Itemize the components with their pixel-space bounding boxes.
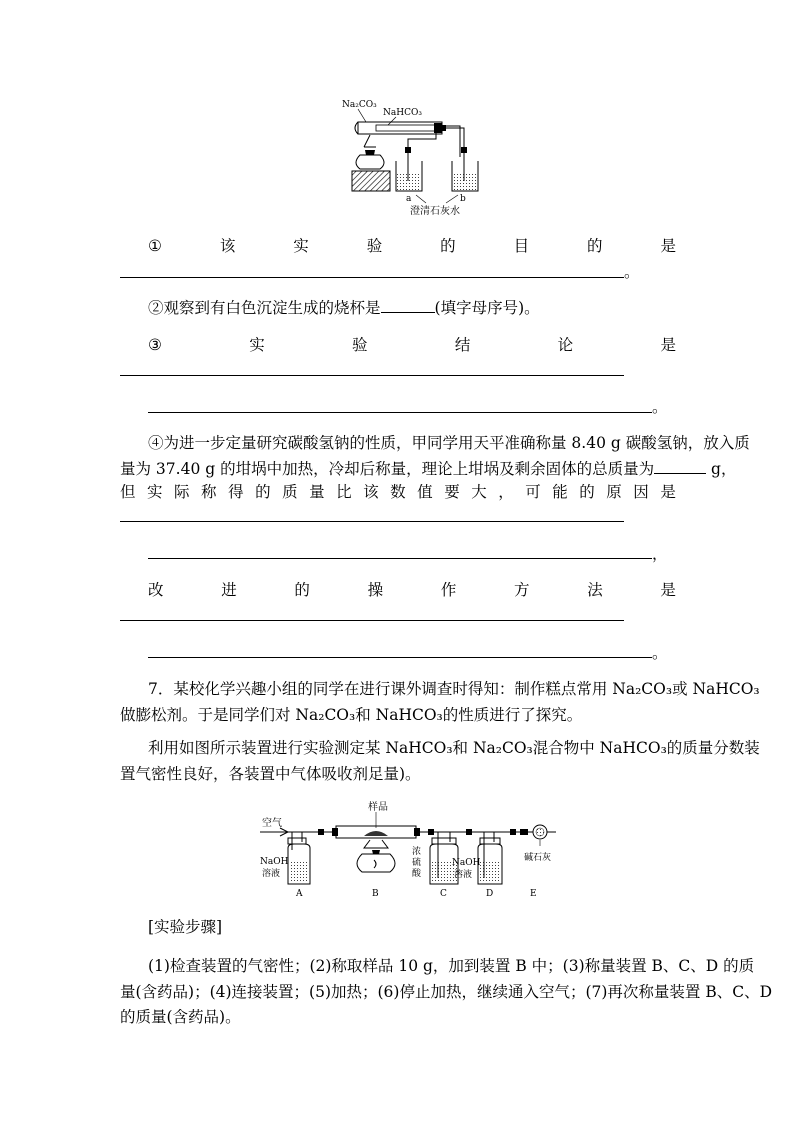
q4-char: 际 <box>174 483 190 501</box>
q3-answer-blank-2[interactable] <box>148 412 652 413</box>
q4-line-3 <box>120 482 676 502</box>
q3-answer-blank-1[interactable] <box>120 375 624 376</box>
q4-char: 可 <box>525 483 541 501</box>
q4-char: 操 <box>367 581 384 599</box>
q2-answer-blank[interactable] <box>381 298 435 313</box>
q4-char: 要 <box>444 483 460 501</box>
q1-char: ① <box>148 237 162 255</box>
q4-char: 法 <box>587 581 603 599</box>
q1-char: 验 <box>366 237 383 255</box>
q4-char: 因 <box>633 483 649 501</box>
label-acid-2: 硫 <box>412 858 422 868</box>
q2-line <box>148 298 540 318</box>
label-air: 空气 <box>262 818 282 829</box>
label-acid-1: 浓 <box>412 847 422 857</box>
q1-answer-blank[interactable] <box>120 277 624 278</box>
q4-char: 大 <box>471 483 487 501</box>
q4-line-2-prefix: 量为 37.40 g 的坩埚中加热，冷却后称量，理论上坩埚及剩余固体的总质量为 <box>120 460 655 478</box>
steps-heading: [实验步骤] <box>148 918 223 936</box>
steps-line-2: 量(含药品)；(4)连接装置；(5)加热；(6)停止加热，继续通入空气；(7)再次称量装置 B、C、D <box>120 983 773 1001</box>
q7-line-3: 利用如图所示装置进行实验测定某 NaHCO₃和 Na₂CO₃混合物中 NaHCO₃的质量分数装 <box>148 739 760 757</box>
q4-char: 改 <box>148 581 164 599</box>
q4-char: 原 <box>606 483 622 501</box>
label-C: C <box>440 889 447 899</box>
label-b: b <box>460 194 466 204</box>
steps-line-3: 的质量(含药品)。 <box>120 1008 241 1026</box>
q7-line-1: 7．某校化学兴趣小组的同学在进行课外调查时得知：制作糕点常用 Na₂CO₃或 NaHCO₃ <box>148 680 760 698</box>
q4-char: 量 <box>309 483 325 501</box>
q4-char: ， <box>498 483 514 501</box>
q4-char: 的 <box>294 581 310 599</box>
q4-method-blank-1[interactable] <box>120 620 624 621</box>
label-naoh-a-solution: 溶液 <box>262 869 281 879</box>
label-nahco3: NaHCO₃ <box>383 108 422 118</box>
label-B: B <box>372 889 379 899</box>
figure-1-apparatus <box>330 95 510 220</box>
q1-char: 目 <box>513 237 530 255</box>
q4-char: 方 <box>514 581 530 599</box>
q3-char: 结 <box>454 336 471 354</box>
q4-char: 进 <box>221 581 237 599</box>
q4-char: 质 <box>282 483 298 501</box>
label-limewater: 澄清石灰水 <box>410 206 460 217</box>
q4-char: 作 <box>440 581 457 599</box>
steps-line-1: (1)检查装置的气密性；(2)称取样品 10 g，加到装置 B 中；(3)称量装置 B、C、D 的质 <box>148 957 755 975</box>
q4-char: 数 <box>390 483 406 501</box>
q1-char: 是 <box>660 237 676 255</box>
q1-char: 实 <box>293 237 309 255</box>
q4-char: 的 <box>579 483 595 501</box>
label-na2co3: Na₂CO₃ <box>342 100 377 110</box>
q1-char: 的 <box>440 237 456 255</box>
q4-line-5 <box>148 580 676 600</box>
figure-2-apparatus <box>254 798 564 902</box>
q4-char: 比 <box>336 483 352 501</box>
q4-char: 该 <box>363 483 379 501</box>
q4-char: 但 <box>120 483 136 501</box>
q4-end: 。 <box>652 644 668 662</box>
q3-end: 。 <box>652 398 668 416</box>
q3-char: 是 <box>660 336 676 354</box>
label-A: A <box>296 889 303 899</box>
q1-end: 。 <box>624 263 640 281</box>
q1-char: 该 <box>219 237 236 255</box>
q3-char: ③ <box>148 336 162 354</box>
q3-char: 验 <box>352 336 368 354</box>
q2-suffix: (填字母序号)。 <box>434 299 540 317</box>
q4-comma: ， <box>652 545 668 563</box>
q1-line <box>148 236 676 256</box>
label-naoh-d: NaOH <box>452 858 481 868</box>
q4-char: 能 <box>552 483 568 501</box>
label-naoh-a: NaOH <box>260 857 289 867</box>
label-D: D <box>486 889 494 899</box>
q4-line-2-suffix: g， <box>706 460 737 478</box>
q4-char: 实 <box>147 483 163 501</box>
q4-char: 称 <box>201 483 217 501</box>
label-naoh-d-solution: 溶液 <box>454 870 473 880</box>
label-E: E <box>530 889 537 899</box>
q4-char: 的 <box>255 483 271 501</box>
q7-line-4: 置气密性良好，各装置中气体吸收剂足量)。 <box>120 765 421 783</box>
label-a: a <box>406 194 412 204</box>
q3-char: 实 <box>249 336 265 354</box>
label-sample: 样品 <box>368 802 388 813</box>
q4-char: 得 <box>228 483 244 501</box>
q4-mass-blank[interactable] <box>654 459 706 474</box>
q1-char: 的 <box>587 237 603 255</box>
q3-char: 论 <box>557 336 574 354</box>
q4-char: 是 <box>660 581 676 599</box>
q4-method-blank-2[interactable] <box>148 657 652 658</box>
q4-char: 值 <box>417 483 433 501</box>
q3-line <box>148 335 676 355</box>
q7-line-2: 做膨松剂。于是同学们对 Na₂CO₃和 NaHCO₃的性质进行了探究。 <box>120 706 583 724</box>
label-soda-lime: 碱石灰 <box>524 853 552 863</box>
label-acid-3: 酸 <box>412 869 422 879</box>
q4-char: 是 <box>660 483 676 501</box>
q2-prefix: ②观察到有白色沉淀生成的烧杯是 <box>148 299 381 317</box>
q4-line-2 <box>120 459 736 479</box>
q4-reason-blank-1[interactable] <box>120 521 624 522</box>
q4-reason-blank-2[interactable] <box>148 558 652 559</box>
q4-line-1: ④为进一步定量研究碳酸氢钠的性质，甲同学用天平准确称量 8.40 g 碳酸氢钠，放入质 <box>148 434 750 452</box>
